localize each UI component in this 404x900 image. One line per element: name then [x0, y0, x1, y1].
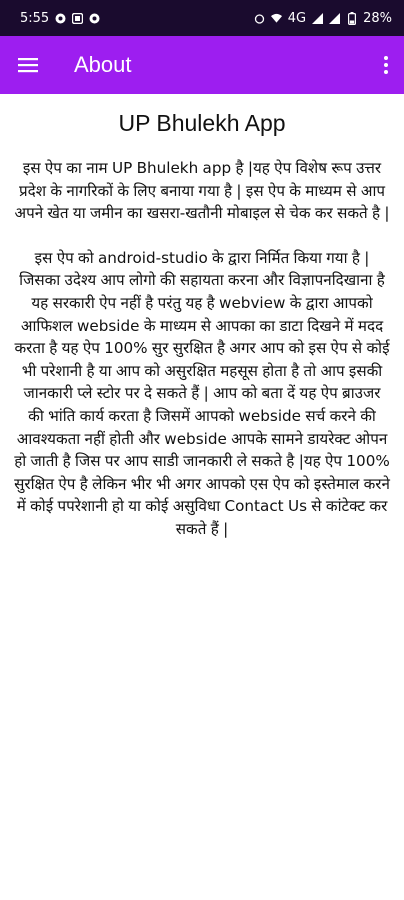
status-time: 5:55	[20, 10, 50, 26]
about-paragraph-intro: इस ऐप का नाम UP Bhulekh app है |यह ऐप विशेष रूप उत्तर प्रदेश के नागरिकों के लिए बनाया गया है | इस ऐप के माध्यम से आप अपने खेत या जमीन का खसरा-खतौनी मोबाइल से चेक कर सकते है |	[14, 159, 390, 223]
about-content	[0, 94, 404, 541]
battery-percent: 28%	[363, 10, 392, 26]
about-paragraph-details: इस ऐप को android-studio के द्वारा निर्मित किया गया है | जिसका उदेश्य आप लोगो की सहायता करना और विज्ञापनदिखाना है यह सरकारी ऐप नहीं है परंतु यह है webview के द्वारा आपको आफिशल webside के माध्यम से आपका का डाटा दिखने में मदद करता है यह ऐप 100% सुर सुरक्षित है अगर आप को इस ऐप से कोई भी परेशानी है या आप को असुरक्षित महसूस होता है तो आप इसकी जानकारी प्ले स्टोर पर दे सकते हैं | आप को बता दें यह ऐप ब्राउजर की भांति कार्य करता है जिसमें आपको webside सर्च करने की आवश्यकता नहीं होती और webside आपके सामने डायरेक्ट ओपन हो जाती है जिस पर आप साडी जानकारी ले सकते है |यह ऐप 100% सुरक्षित ऐप है लेकिन भीर भी अगर आपको एस ऐप को इस्तेमाल करने में कोई पपरेशानी हो या कोई असुविधा Contact Us से कांटेक्ट कर सकते हैं |	[14, 248, 390, 538]
battery-icon	[346, 13, 357, 24]
notification-icon	[89, 13, 100, 24]
wifi-icon	[271, 13, 282, 24]
app-bar	[0, 36, 404, 94]
alarm-icon	[254, 13, 265, 24]
page-title: UP Bhulekh App	[118, 110, 286, 136]
status-left	[20, 11, 100, 26]
status-right	[254, 11, 392, 26]
app-title: About	[74, 52, 132, 77]
network-type: 4G	[287, 10, 307, 26]
signal-icon	[312, 13, 323, 24]
signal-icon	[329, 13, 340, 24]
status-bar	[0, 0, 404, 36]
notification-icon	[72, 13, 83, 24]
notification-icon	[55, 13, 66, 24]
more-vert-icon[interactable]	[382, 55, 390, 75]
menu-icon[interactable]	[18, 57, 38, 73]
